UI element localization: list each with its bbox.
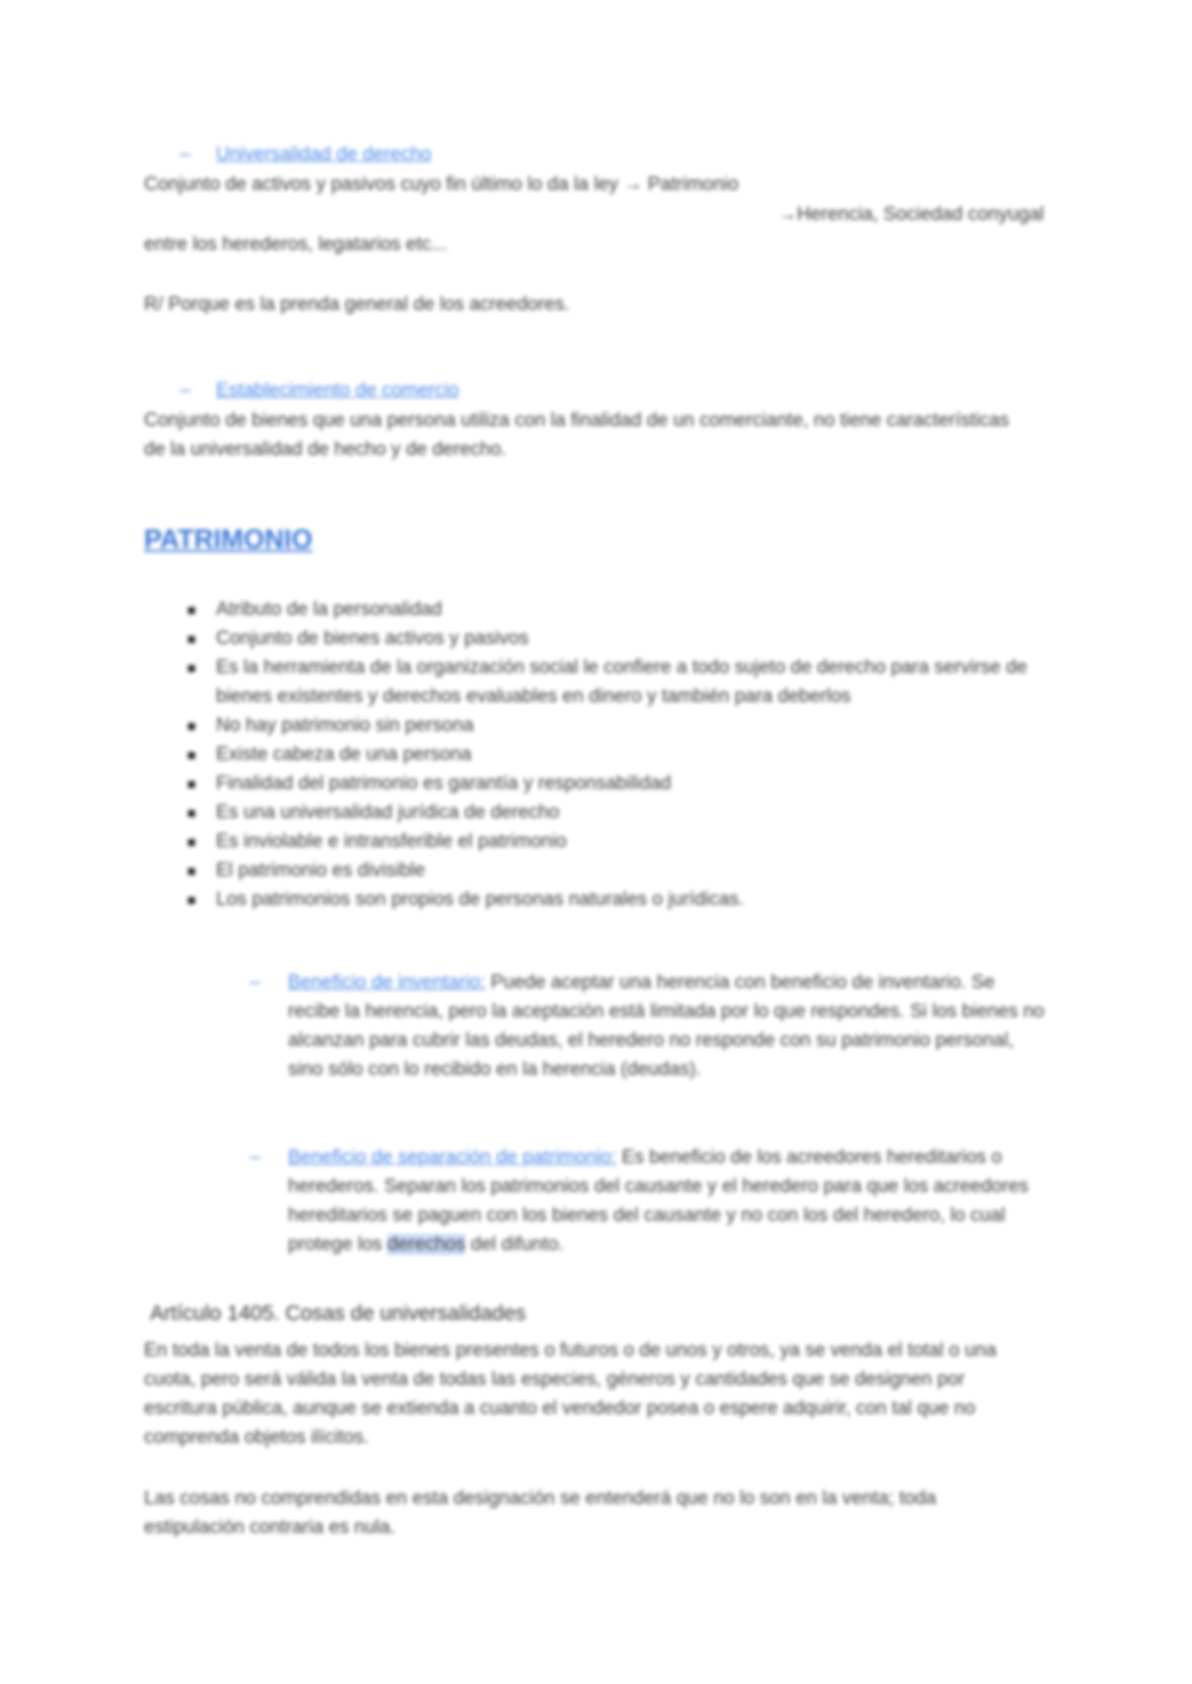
bullet-icon	[188, 723, 195, 730]
list-item: Existe cabeza de una persona	[184, 740, 1054, 769]
articulo-paragraph-2: Las cosas no comprendidas en esta designación se entenderá que no lo son en la venta; toda estipulación contraria es nula.	[144, 1488, 937, 1538]
list-item: No hay patrimonio sin persona	[184, 711, 1054, 740]
dash-marker: –	[250, 1147, 261, 1168]
bullet-icon	[188, 781, 195, 788]
dash-marker: –	[180, 380, 191, 401]
highlighted-word: derechos	[387, 1234, 466, 1255]
list-item: Finalidad del patrimonio es garantía y responsabilidad	[184, 769, 1054, 798]
list-item: Es una universalidad jurídica de derecho	[184, 798, 1054, 827]
articulo-heading: Artículo 1405. Cosas de universalidades	[150, 1302, 526, 1325]
dash-marker: –	[180, 144, 191, 165]
universalidad-definition: Conjunto de activos y pasivos cuyo fin último lo da la ley → Patrimonio	[144, 174, 739, 195]
beneficio-separacion-text: Beneficio de separación de patrimonio: Es beneficio de los acreedores hereditarios o herederos. Separan los patrimonios del causante y el heredero para que los acreedores hereditarios se paguen con los bienes del causante y no con los del heredero, lo cual protege los derechos del difunto.	[288, 1147, 1029, 1255]
bullet-icon	[188, 839, 195, 846]
bullet-icon	[188, 752, 195, 759]
universalidad-examples: →Herencia, Sociedad conyugal	[777, 204, 1044, 225]
list-item: El patrimonio es divisible	[184, 856, 1054, 885]
patrimonio-heading: PATRIMONIO	[144, 524, 313, 554]
beneficio-separacion-item	[250, 1143, 1050, 1259]
list-item: Es inviolable e intransferible el patrimonio	[184, 827, 1054, 856]
establecimiento-paragraph: Conjunto de bienes que una persona utiliza con la finalidad de un comerciante, no tiene características de la universalidad de hecho y de derecho.	[144, 410, 1010, 460]
articulo-paragraph-1: En toda la venta de todos los bienes presentes o futuros o de unos y otros, ya se venda el total o una cuota, pero será válida la venta de todas las especies, géneros y cantidades que se designen por escritura pública, aunque se extienda a cuanto el vendedor posea o espere adquirir, con tal que no comprenda objetos ilícitos.	[144, 1340, 997, 1448]
universalidad-note: R/ Porque es la prenda general de los acreedores.	[144, 294, 570, 315]
bullet-icon	[188, 868, 195, 875]
bullet-icon	[188, 636, 195, 643]
list-item: Es la herramienta de la organización social le confiere a todo sujeto de derecho para servirse de bienes existentes y derechos evaluables en dinero y también para deberlos	[184, 653, 1054, 711]
list-item: Los patrimonios son propios de personas naturales o jurídicas.	[184, 885, 1054, 914]
dash-marker: –	[250, 972, 261, 993]
list-item: Conjunto de bienes activos y pasivos	[184, 624, 1054, 653]
section-heading-universalidad: – Universalidad de derecho	[180, 140, 431, 169]
list-item: Atributo de la personalidad	[184, 595, 1054, 624]
beneficio-inventario-item	[250, 968, 1050, 1084]
bullet-icon	[188, 665, 195, 672]
bullet-icon	[188, 810, 195, 817]
bullet-icon	[188, 607, 195, 614]
beneficio-inventario-text: Beneficio de inventario: Puede aceptar una herencia con beneficio de inventario. Se recibe la herencia, pero la aceptación está limitada por lo que respondes. Si los bienes no alcanzan para cubrir las deudas, el heredero no responde con su patrimonio personal, sino sólo con lo recibido en la herencia (deudas).	[288, 972, 1045, 1080]
universalidad-continuation: entre los herederos, legatarios etc...	[144, 234, 448, 255]
patrimonio-bullet-list	[184, 595, 1054, 914]
section-heading-establecimiento: – Establecimiento de comercio	[180, 376, 459, 405]
term-link: Beneficio de separación de patrimonio:	[288, 1147, 617, 1168]
bullet-icon	[188, 897, 195, 904]
term-link: Beneficio de inventario:	[288, 972, 486, 993]
